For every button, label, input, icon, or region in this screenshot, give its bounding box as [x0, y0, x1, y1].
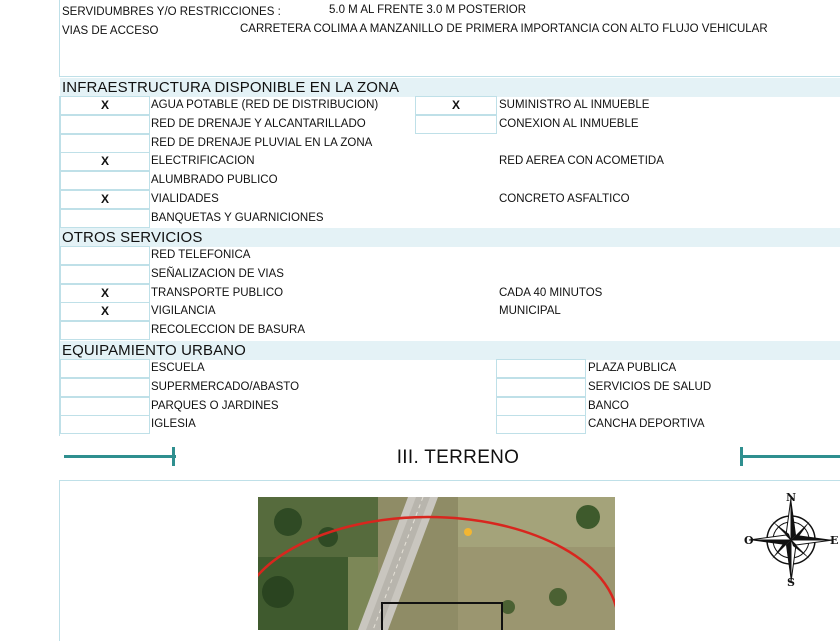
equip-label-left: PARQUES O JARDINES — [151, 399, 279, 412]
equip-label-right: CANCHA DEPORTIVA — [588, 418, 705, 431]
service-detail: MUNICIPAL — [499, 305, 561, 318]
service-detail: RED AEREA CON ACOMETIDA — [499, 155, 664, 168]
check-cell: X — [60, 302, 150, 321]
map-pin-icon — [464, 528, 472, 536]
table-row — [60, 152, 840, 171]
table-row — [60, 209, 840, 228]
service-label: TRANSPORTE PUBLICO — [151, 286, 284, 299]
satellite-map-image — [258, 497, 615, 630]
service-label: RECOLECCION DE BASURA — [151, 324, 306, 337]
service-label: AGUA POTABLE (RED DE DISTRIBUCION) — [151, 99, 379, 111]
table-row — [60, 96, 840, 115]
check-cell-2 — [496, 397, 586, 416]
table-row — [60, 415, 840, 434]
terreno-tick-right — [740, 447, 743, 466]
terreno-rule-left — [64, 455, 176, 458]
table-row — [60, 171, 840, 190]
compass-o: O — [744, 534, 754, 547]
vias-label: VIAS DE ACCESO — [62, 25, 159, 37]
table-row — [60, 321, 840, 340]
compass-rose — [740, 490, 840, 590]
equip-label-left: ESCUELA — [151, 362, 205, 374]
service-detail: CONEXION AL INMUEBLE — [499, 117, 639, 130]
table-row — [60, 397, 840, 416]
table-row — [60, 359, 840, 378]
servidumbres-value: 5.0 M AL FRENTE 3.0 M POSTERIOR — [329, 4, 527, 16]
table-row — [60, 265, 840, 284]
table-row — [60, 134, 840, 153]
section-infraestructura: INFRAESTRUCTURA DISPONIBLE EN LA ZONA — [60, 78, 840, 97]
check-cell: X — [60, 190, 150, 209]
service-label: RED DE DRENAJE Y ALCANTARILLADO — [151, 117, 366, 130]
terreno-rule-right — [740, 455, 840, 458]
equip-label-left: IGLESIA — [151, 418, 196, 431]
vias-value: CARRETERA COLIMA A MANZANILLO DE PRIMERA IMPORTANCIA CON ALTO FLUJO VEHICULAR — [240, 23, 768, 35]
service-label: RED DE DRENAJE PLUVIAL EN LA ZONA — [151, 136, 373, 149]
service-label: RED TELEFONICA — [151, 249, 251, 261]
equip-label-left: SUPERMERCADO/ABASTO — [151, 380, 300, 393]
check-cell — [60, 134, 150, 153]
table-row — [60, 284, 840, 303]
check-cell-2 — [496, 415, 586, 434]
check-cell — [60, 115, 150, 134]
equip-label-right: BANCO — [588, 399, 629, 412]
service-label: VIALIDADES — [151, 193, 219, 205]
check-cell: X — [60, 152, 150, 171]
check-cell — [60, 246, 150, 265]
check-cell-2 — [496, 378, 586, 397]
table-row — [60, 378, 840, 397]
compass-s: S — [787, 576, 795, 589]
check-cell — [60, 209, 150, 228]
service-label: ALUMBRADO PUBLICO — [151, 174, 278, 187]
equip-label-right: SERVICIOS DE SALUD — [588, 380, 712, 393]
check-cell: X — [60, 96, 150, 115]
check-cell — [60, 171, 150, 190]
compass-e: E — [830, 534, 839, 547]
service-detail: CADA 40 MINUTOS — [499, 286, 603, 299]
table-row — [60, 115, 840, 134]
table-row — [60, 190, 840, 209]
service-detail: SUMINISTRO AL INMUEBLE — [499, 99, 650, 111]
service-label: VIGILANCIA — [151, 305, 216, 318]
check-cell — [60, 397, 150, 416]
compass-rose-icon — [740, 490, 840, 590]
section-equipamiento-urbano: EQUIPAMIENTO URBANO — [60, 341, 840, 360]
service-label: ELECTRIFICACION — [151, 155, 255, 168]
check-cell: X — [60, 284, 150, 303]
check-cell-2 — [496, 359, 586, 378]
terreno-tick-left — [172, 447, 175, 466]
table-row — [60, 302, 840, 321]
service-label: SEÑALIZACION DE VIAS — [151, 267, 284, 280]
check-cell-2: X — [415, 96, 497, 115]
check-cell — [60, 265, 150, 284]
satellite-map — [258, 497, 615, 630]
service-detail: CONCRETO ASFALTICO — [499, 193, 630, 205]
check-cell — [60, 378, 150, 397]
section-otros-servicios: OTROS SERVICIOS — [60, 228, 840, 247]
terreno-title: III. TERRENO — [396, 447, 520, 468]
service-label: BANQUETAS Y GUARNICIONES — [151, 211, 324, 224]
check-cell — [60, 359, 150, 378]
compass-n: N — [786, 491, 797, 504]
table-row — [60, 246, 840, 265]
servidumbres-label: SERVIDUMBRES Y/O RESTRICCIONES : — [62, 6, 281, 18]
check-cell — [60, 415, 150, 434]
equip-label-right: PLAZA PUBLICA — [588, 362, 677, 374]
check-cell — [60, 321, 150, 340]
check-cell-2 — [415, 115, 497, 134]
